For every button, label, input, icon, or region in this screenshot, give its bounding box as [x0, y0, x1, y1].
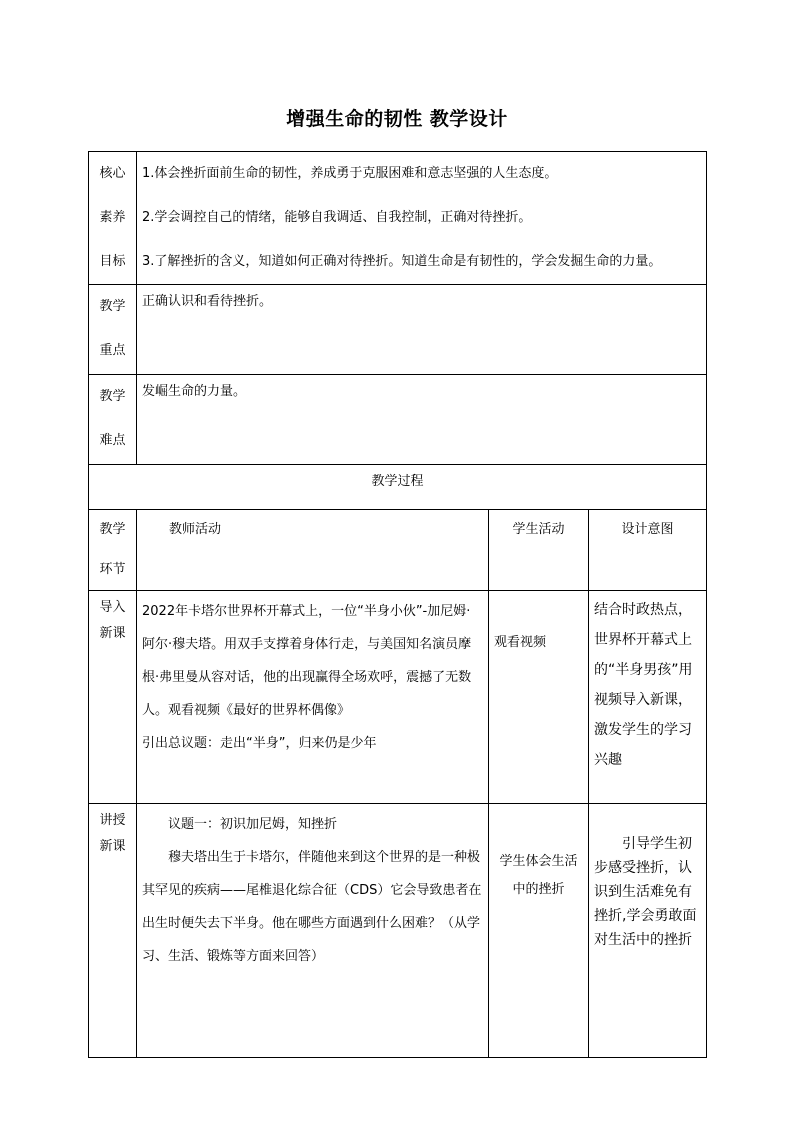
core-goals-row [89, 152, 707, 285]
core-goals-content [137, 152, 707, 285]
process-title-row [89, 465, 707, 510]
stage-cell: 导入新课 [89, 591, 137, 804]
goal-item: 1.体会挫折面前生命的韧性，养成勇于克服困难和意志坚强的人生态度。 [142, 166, 558, 181]
process-title: 教学过程 [89, 465, 707, 510]
lesson-plan-table [88, 151, 707, 1058]
process-header-row [89, 510, 707, 591]
goal-item: 3.了解挫折的含义，知道如何正确对待挫折。知道生命是有韧性的，学会发掘生命的力量。 [142, 254, 662, 269]
core-goals-label: 核心 素养 目标 [89, 152, 137, 285]
key-point-content: 正确认识和看待挫折。 [137, 285, 707, 375]
difficulty-label: 教学 难点 [89, 375, 137, 465]
stage-cell: 讲授新课 [89, 804, 137, 1058]
goal-item: 2.学会调控自己的情绪，能够自我调适、自我控制，正确对待挫折。 [142, 210, 532, 225]
header-intent: 设计意图 [589, 510, 707, 591]
table-row [89, 804, 707, 1058]
teacher-cell: 2022年卡塔尔世界杯开幕式上，一位“半身小伙”-加尼姆·阿尔·穆夫塔。用双手支撑着身体行走，与美国知名演员摩根·弗里曼从容对话，他的出现赢得全场欢呼，震撼了无数人。观看视频《最好的世界杯偶像》 引出总议题：走出“半身”，归来仍是少年 [137, 591, 489, 804]
teacher-cell: 议题一：初识加尼姆，知挫折 穆夫塔出生于卡塔尔，伴随他来到这个世界的是一种极其罕见的疾病——尾椎退化综合征（CDS）它会导致患者在出生时便失去下半身。他在哪些方面遇到什么困难？（从学习、生活、锻炼等方面来回答） [137, 804, 489, 1058]
header-student: 学生活动 [489, 510, 589, 591]
difficulty-content: 发崛生命的力量。 [137, 375, 707, 465]
table-row [89, 591, 707, 804]
intent-cell: 结合时政热点，世界杯开幕式上的“半身男孩”用视频导入新课，激发学生的学习兴趣 [589, 591, 707, 804]
student-cell: 学生体会生活中的挫折 [489, 804, 589, 1058]
intent-cell: 引导学生初步感受挫折，认识到生活难免有挫折,学会勇敢面对生活中的挫折 [589, 804, 707, 1058]
key-point-row [89, 285, 707, 375]
difficulty-row [89, 375, 707, 465]
header-stage: 教学环节 [89, 510, 137, 591]
key-point-label: 教学 重点 [89, 285, 137, 375]
header-teacher: 教师活动 [137, 510, 489, 591]
student-cell: 观看视频 [489, 591, 589, 804]
document-title: 增强生命的韧性 教学设计 [286, 108, 508, 130]
